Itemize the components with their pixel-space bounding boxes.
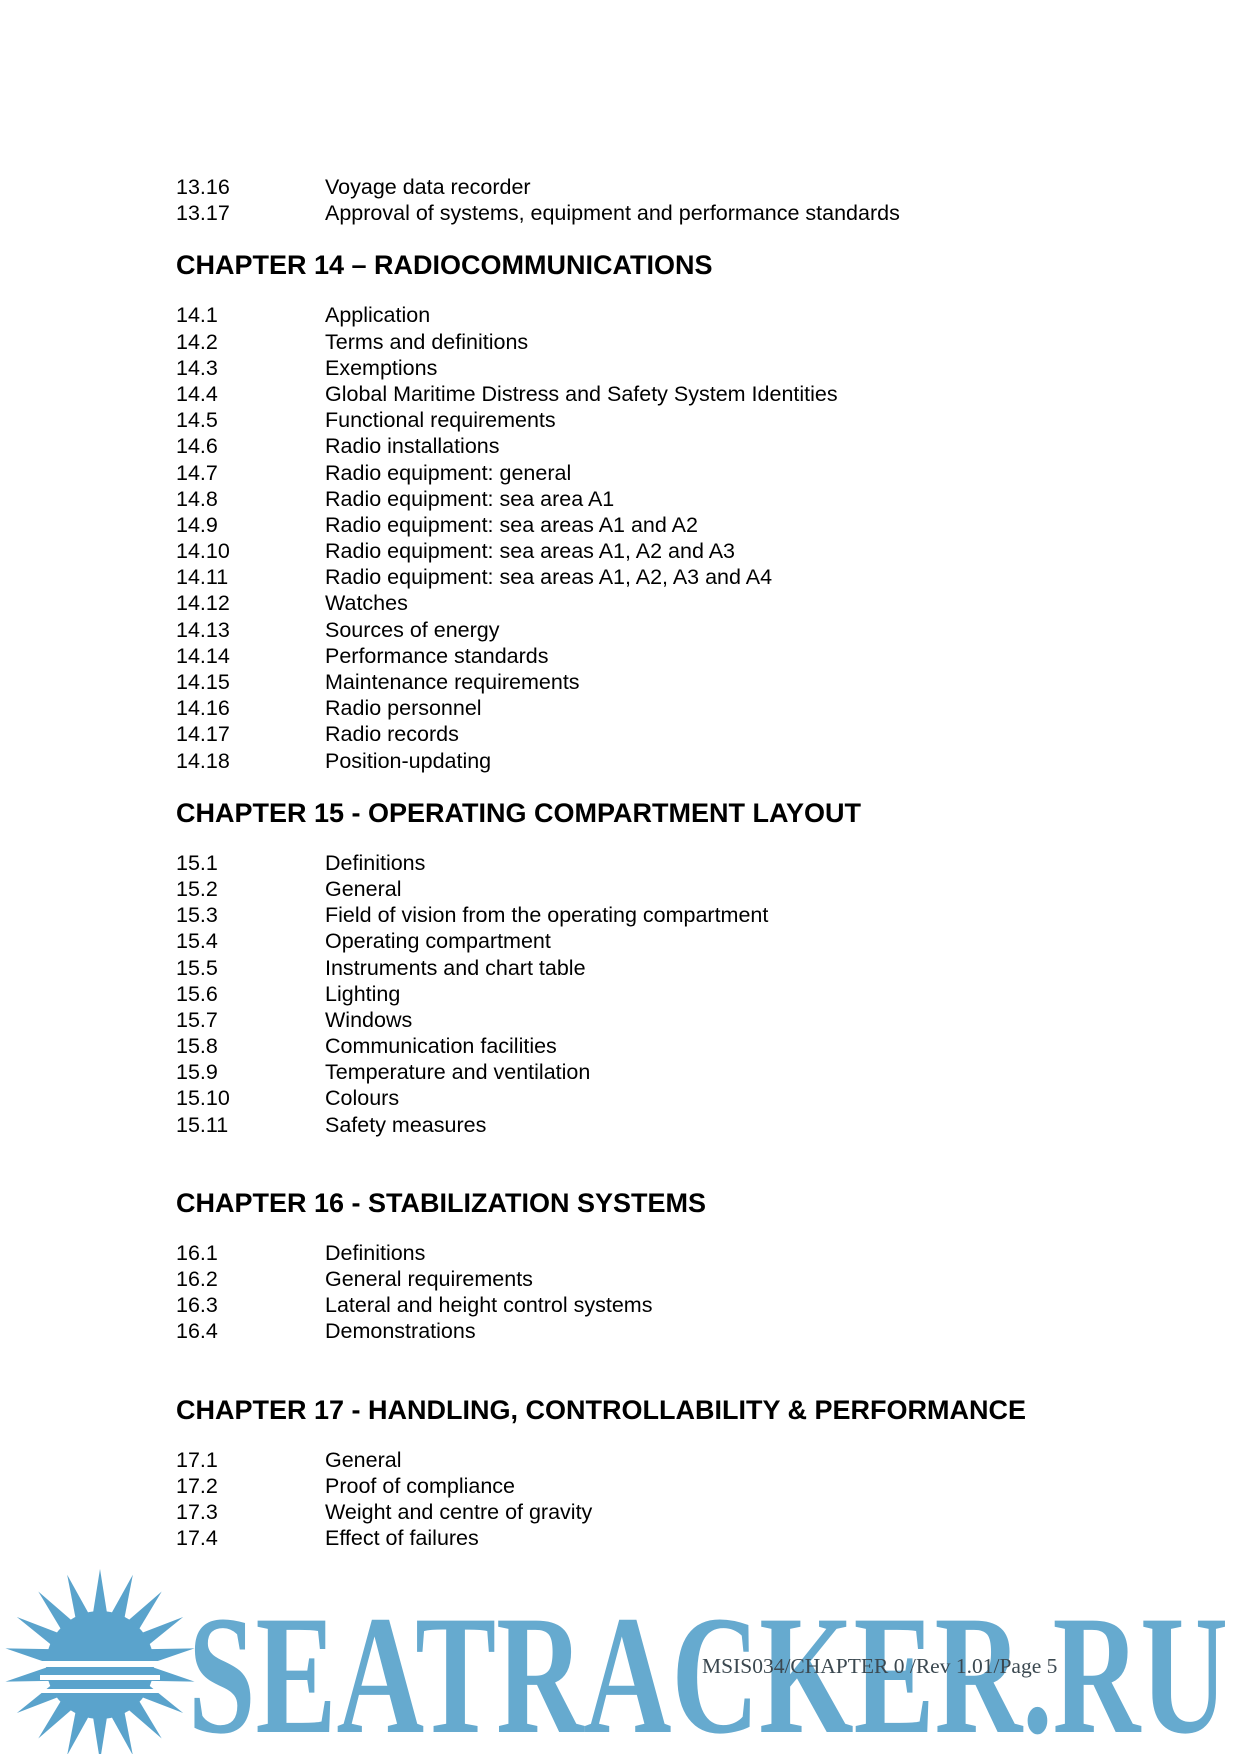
- entry-number: 13.16: [176, 175, 230, 199]
- entry-title: Performance standards: [325, 643, 549, 668]
- entry-number: 16.2: [176, 1267, 218, 1291]
- entry-number: 15.4: [176, 929, 218, 954]
- entry-title: Demonstrations: [325, 1319, 476, 1344]
- toc-entry: [176, 538, 1136, 564]
- entry-title: General: [325, 876, 402, 901]
- entry-number: 17.1: [176, 1447, 218, 1472]
- document-page: [176, 174, 1136, 1551]
- entry-title: General requirements: [325, 1267, 533, 1291]
- entry-number: 16.3: [176, 1293, 218, 1318]
- entry-number: 14.15: [176, 670, 230, 694]
- toc-entry: [176, 1473, 1136, 1499]
- toc-entry: [176, 617, 1136, 643]
- toc-entry: [176, 302, 1136, 328]
- entry-title: Sources of energy: [325, 617, 500, 642]
- entry-title: Watches: [325, 591, 408, 616]
- entry-number: 17.2: [176, 1473, 218, 1498]
- entry-title: Temperature and ventilation: [325, 1060, 591, 1085]
- toc-entry: [176, 460, 1136, 486]
- toc-entry: [176, 200, 1136, 226]
- entry-number: 17.4: [176, 1526, 218, 1551]
- entry-number: 16.4: [176, 1319, 218, 1344]
- entry-title: Terms and definitions: [325, 329, 529, 354]
- entry-number: 14.10: [176, 539, 230, 564]
- entry-title: Radio personnel: [325, 696, 482, 721]
- toc-entry: [176, 981, 1136, 1007]
- entry-title: Functional requirements: [325, 408, 556, 433]
- toc-entry: [176, 590, 1136, 616]
- entry-title: Definitions: [325, 1240, 426, 1265]
- entry-number: 15.3: [176, 903, 218, 928]
- toc-entry: [176, 1112, 1136, 1138]
- entry-number: 14.11: [176, 565, 229, 590]
- chapter-17-heading: CHAPTER 17 - HANDLING, CONTROLLABILITY & PERFORMANCE: [176, 1394, 1027, 1425]
- entry-title: Radio records: [325, 722, 459, 747]
- entry-number: 14.6: [176, 434, 218, 459]
- toc-entry: [176, 486, 1136, 512]
- toc-entry: [176, 1499, 1136, 1525]
- toc-entry: [176, 1240, 1136, 1266]
- toc-entry: [176, 643, 1136, 669]
- entry-title: Lateral and height control systems: [325, 1293, 653, 1318]
- toc-entry: [176, 1292, 1136, 1318]
- toc-entry: [176, 876, 1136, 902]
- entry-number: 15.10: [176, 1086, 230, 1111]
- entry-title: Radio equipment: general: [325, 460, 572, 485]
- toc-entry: [176, 381, 1136, 407]
- entry-number: 14.16: [176, 696, 230, 721]
- page-footer: MSIS034/CHAPTER 0 /Rev 1.01/Page 5: [702, 1654, 1058, 1678]
- entry-number: 14.3: [176, 355, 218, 380]
- entry-number: 15.2: [176, 876, 218, 901]
- entry-title: Radio equipment: sea area A1: [325, 486, 615, 511]
- entry-title: Approval of systems, equipment and performance standards: [325, 201, 900, 226]
- toc-entry: [176, 329, 1136, 355]
- entry-title: Radio installations: [325, 434, 500, 459]
- entry-title: Radio equipment: sea areas A1, A2 and A3: [325, 539, 735, 564]
- entry-number: 14.14: [176, 643, 230, 668]
- chapter-15-entries: [176, 850, 1136, 1138]
- entry-number: 15.7: [176, 1007, 218, 1032]
- sun-logo-icon: [4, 1569, 196, 1754]
- entry-number: 14.4: [176, 381, 218, 406]
- toc-entry: [176, 928, 1136, 954]
- entry-title: Maintenance requirements: [325, 670, 580, 694]
- entry-number: 15.8: [176, 1034, 218, 1059]
- toc-entry: [176, 1085, 1136, 1111]
- watermark-text: SEATRACKER.RU: [188, 1581, 1228, 1754]
- entry-number: 17.3: [176, 1499, 218, 1524]
- toc-entry: [176, 955, 1136, 981]
- entry-title: General: [325, 1447, 402, 1472]
- entry-title: Exemptions: [325, 355, 438, 380]
- entry-number: 14.2: [176, 329, 218, 354]
- entry-number: 14.18: [176, 748, 230, 773]
- entry-number: 16.1: [176, 1240, 218, 1265]
- toc-entry: [176, 1059, 1136, 1085]
- toc-entry: [176, 564, 1136, 590]
- chapter-14-heading: CHAPTER 14 – RADIOCOMMUNICATIONS: [176, 250, 713, 281]
- toc-entry: [176, 355, 1136, 381]
- entry-number: 14.13: [176, 617, 230, 642]
- entry-title: Radio equipment: sea areas A1 and A2: [325, 512, 698, 537]
- toc-entry: [176, 1318, 1136, 1344]
- entry-title: Safety measures: [325, 1112, 487, 1137]
- toc-entry: [176, 1525, 1136, 1551]
- entry-number: 15.9: [176, 1060, 218, 1085]
- entry-number: 15.6: [176, 981, 218, 1006]
- entry-title: Colours: [325, 1086, 400, 1111]
- entry-number: 13.17: [176, 201, 230, 226]
- entry-title: Global Maritime Distress and Safety System Identities: [325, 381, 838, 406]
- chapter-16-entries: [176, 1240, 1136, 1345]
- entry-number: 15.1: [176, 850, 218, 875]
- entry-number: 14.8: [176, 486, 218, 511]
- chapter-16-heading: CHAPTER 16 - STABILIZATION SYSTEMS: [176, 1187, 707, 1218]
- toc-entry: [176, 1447, 1136, 1473]
- entry-number: 14.1: [176, 303, 218, 328]
- entry-title: Lighting: [325, 981, 401, 1006]
- toc-entry: [176, 695, 1136, 721]
- entry-number: 14.17: [176, 722, 230, 747]
- toc-entry: [176, 1007, 1136, 1033]
- toc-entry: [176, 174, 1136, 200]
- entry-number: 14.5: [176, 408, 218, 433]
- entry-number: 15.11: [176, 1112, 229, 1137]
- toc-entry: [176, 748, 1136, 774]
- entry-title: Application: [325, 303, 431, 328]
- entry-number: 14.7: [176, 460, 218, 485]
- entry-number: 15.5: [176, 955, 218, 980]
- toc-entry: [176, 721, 1136, 747]
- entry-title: Position-updating: [325, 748, 492, 773]
- chapter-13-continuation: [176, 174, 1136, 226]
- chapter-14-entries: [176, 302, 1136, 773]
- chapter-15-heading: CHAPTER 15 - OPERATING COMPARTMENT LAYOUT: [176, 797, 862, 828]
- toc-entry: [176, 1033, 1136, 1059]
- entry-number: 14.9: [176, 512, 218, 537]
- toc-entry: [176, 1266, 1136, 1292]
- entry-title: Proof of compliance: [325, 1473, 516, 1498]
- entry-title: Operating compartment: [325, 929, 551, 954]
- entry-title: Communication facilities: [325, 1034, 557, 1059]
- toc-entry: [176, 902, 1136, 928]
- entry-title: Windows: [325, 1007, 413, 1032]
- entry-title: Field of vision from the operating compartment: [325, 903, 769, 928]
- entry-title: Radio equipment: sea areas A1, A2, A3 and A4: [325, 565, 773, 590]
- chapter-17-entries: [176, 1447, 1136, 1552]
- entry-number: 14.12: [176, 591, 230, 616]
- entry-title: Definitions: [325, 850, 426, 875]
- entry-title: Effect of failures: [325, 1526, 479, 1551]
- entry-title: Weight and centre of gravity: [325, 1499, 593, 1524]
- toc-entry: [176, 850, 1136, 876]
- toc-entry: [176, 669, 1136, 695]
- toc-entry: [176, 407, 1136, 433]
- entry-title: Voyage data recorder: [325, 175, 531, 199]
- toc-entry: [176, 433, 1136, 459]
- entry-title: Instruments and chart table: [325, 955, 586, 980]
- toc-entry: [176, 512, 1136, 538]
